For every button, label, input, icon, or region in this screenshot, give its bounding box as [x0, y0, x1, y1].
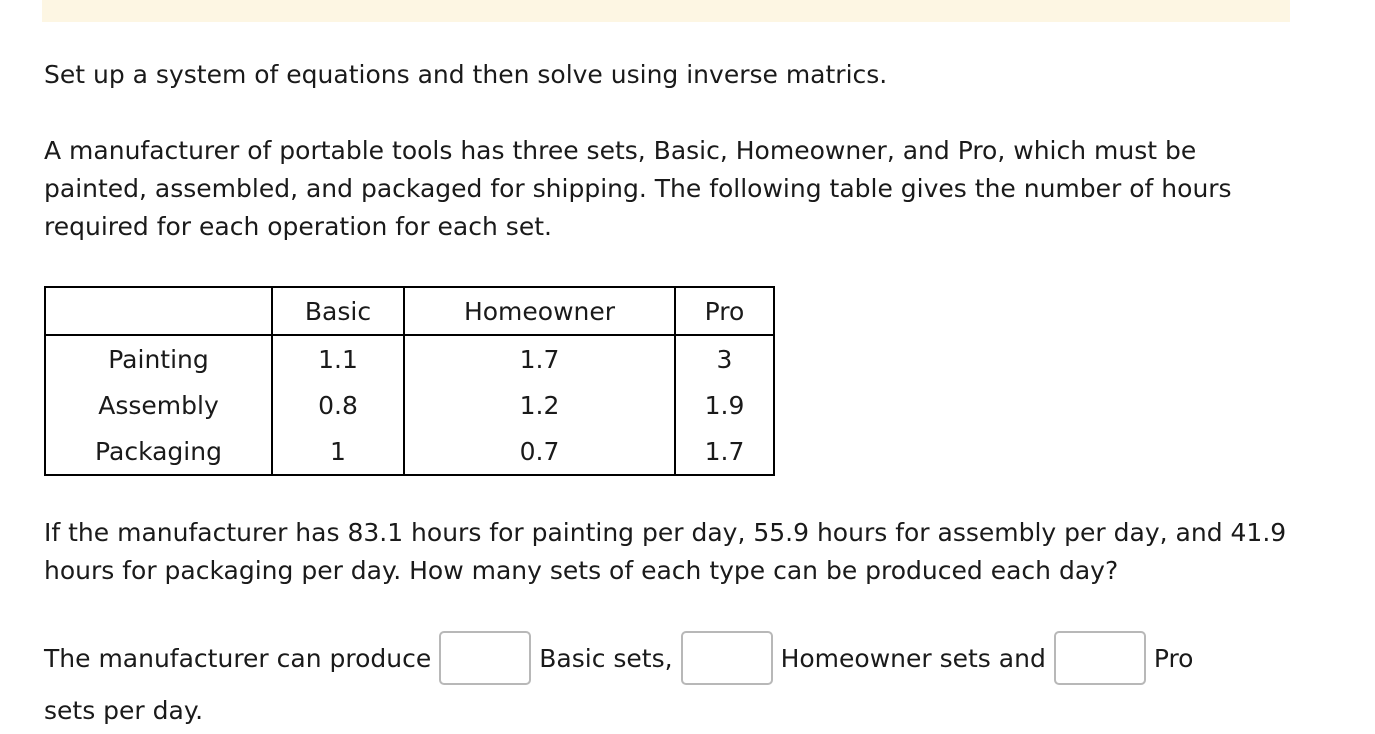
basic-sets-label: Basic sets,: [539, 643, 673, 673]
problem-statement: A manufacturer of portable tools has three sets, Basic, Homeowner, and Pro, which must be painted, assembled, and packaged for shipping. The following table gives the number of hours required for each operation for each set.: [44, 136, 1232, 241]
basic-sets-input[interactable]: [439, 631, 531, 685]
instruction-text: Set up a system of equations and then solve using inverse matrics.: [44, 60, 888, 89]
table-cell: 1.7: [404, 335, 675, 382]
table-row: [45, 382, 774, 428]
table-header-cell: Basic: [272, 287, 404, 335]
pro-sets-input[interactable]: [1054, 631, 1146, 685]
table-row: [45, 428, 774, 475]
table-cell: 0.7: [404, 428, 675, 475]
table-cell: Painting: [45, 335, 272, 382]
table-cell: Packaging: [45, 428, 272, 475]
pro-sets-label: Pro: [1153, 643, 1194, 673]
hours-table: [44, 286, 775, 476]
homeowner-sets-label: Homeowner sets and: [780, 643, 1046, 673]
table-header-cell: Homeowner: [404, 287, 675, 335]
problem-text: [44, 56, 1304, 246]
table-cell: 1.1: [272, 335, 404, 382]
table-cell: 3: [675, 335, 774, 382]
table-row: [45, 335, 774, 382]
answer-sentence: [44, 628, 1304, 688]
table-cell: 0.8: [272, 382, 404, 428]
table-cell: 1.9: [675, 382, 774, 428]
table-header-cell: Pro: [675, 287, 774, 335]
answer-prefix: The manufacturer can produce: [44, 643, 432, 673]
table-header-cell: [45, 287, 272, 335]
table-cell: Assembly: [45, 382, 272, 428]
answer-line: [44, 628, 1304, 688]
table-cell: 1.2: [404, 382, 675, 428]
table-header-row: [45, 287, 774, 335]
table-cell: 1: [272, 428, 404, 475]
question-text: If the manufacturer has 83.1 hours for painting per day, 55.9 hours for assembly per day, and 41.9 hours for packaging per day. How many sets of each type can be produced each day?: [44, 518, 1287, 585]
top-banner: [42, 0, 1290, 22]
answer-suffix: sets per day.: [44, 696, 204, 725]
homeowner-sets-input[interactable]: [681, 631, 773, 685]
table-cell: 1.7: [675, 428, 774, 475]
